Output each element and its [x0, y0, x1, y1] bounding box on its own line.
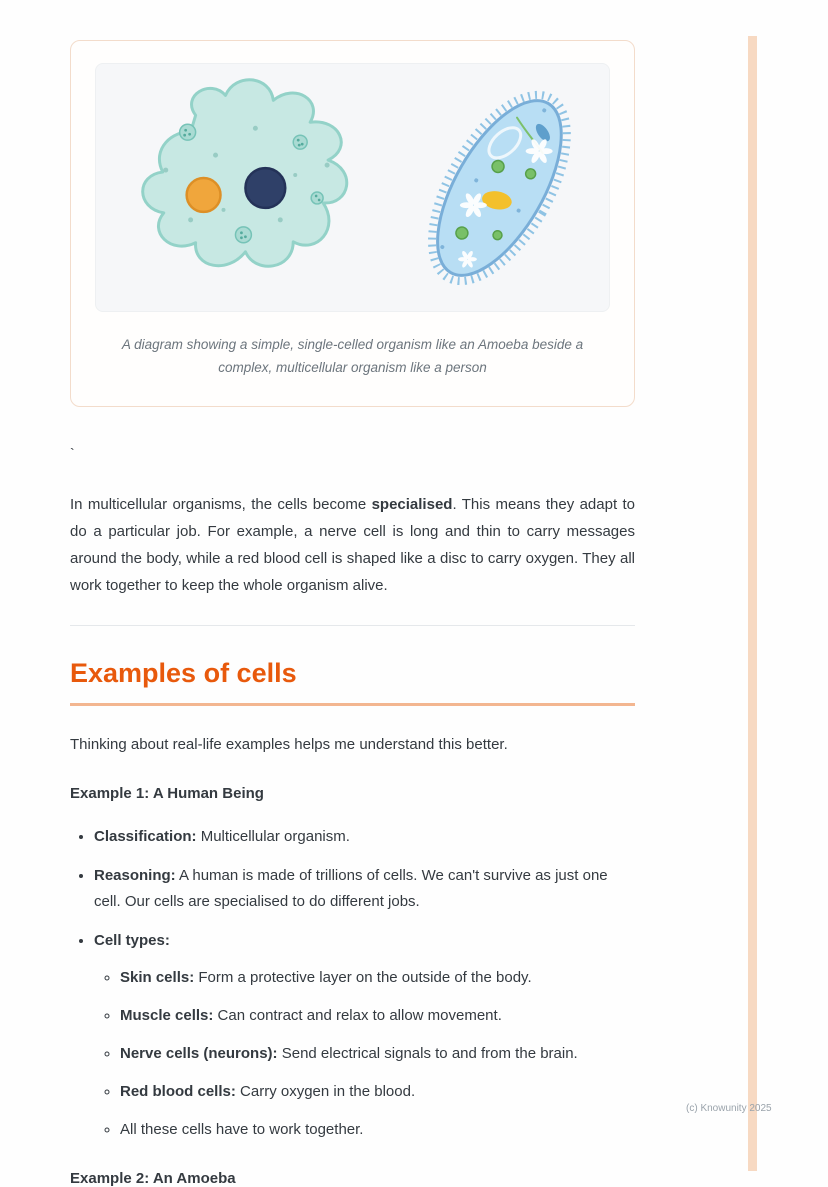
- list-item: [120, 1004, 635, 1028]
- intro-text-bold: specialised: [371, 495, 453, 513]
- example2-heading: Example 2: An Amoeba: [70, 1170, 236, 1187]
- list-item: [94, 824, 635, 850]
- bullet-text: All these cells have to work together.: [120, 1121, 364, 1139]
- bullet-text: Send electrical signals to and from the brain.: [277, 1045, 578, 1063]
- list-item: [120, 1118, 635, 1142]
- bullet-label: Red blood cells:: [120, 1083, 236, 1101]
- bullet-text: Can contract and relax to allow movement.: [213, 1007, 502, 1025]
- bullet-text: Multicellular organism.: [196, 828, 350, 846]
- copyright-note: (c) Knowunity 2025: [686, 1103, 772, 1114]
- bullet-text: A human is made of trillions of cells. We can't survive as just one cell. Our cells are specialised to do different jobs.: [94, 867, 608, 911]
- bullet-label: Muscle cells:: [120, 1007, 214, 1025]
- stray-mark: `: [70, 444, 75, 461]
- page-side-stripe: [748, 36, 757, 1171]
- paramecium-illustration: [404, 73, 594, 302]
- section-divider: [70, 625, 635, 626]
- bullet-label: Cell types:: [94, 932, 170, 950]
- intro-text-post: . This means they adapt to do a particular job. For example, a nerve cell is long and thin to carry messages around the body, while a red blood cell is shaped like a disc to carry oxygen. They all work together to keep the whole organism alive.: [70, 495, 635, 594]
- bullet-text: Form a protective layer on the outside of the body.: [194, 969, 532, 987]
- bullet-label: Nerve cells (neurons):: [120, 1045, 278, 1063]
- page-content: [70, 40, 635, 1187]
- cell-diagram-illustration: [96, 70, 609, 305]
- list-item: [120, 1080, 635, 1104]
- list-item: [94, 928, 635, 1142]
- amoeba-illustration: [143, 80, 347, 266]
- example1-list: [70, 824, 635, 1142]
- figure-caption: A diagram showing a simple, single-celled organism like an Amoeba beside a complex, multicellular organism like a person: [121, 337, 584, 375]
- bullet-label: Skin cells:: [120, 969, 195, 987]
- bullet-label: Classification:: [94, 828, 197, 846]
- section-heading: Examples of cells: [70, 658, 635, 706]
- list-item: [94, 863, 635, 915]
- list-item: [120, 1042, 635, 1066]
- bullet-label: Reasoning:: [94, 867, 176, 885]
- cell-diagram-panel: [95, 63, 610, 312]
- cell-types-list: [94, 966, 635, 1142]
- intro-paragraph: [70, 491, 635, 599]
- example1-heading: Example 1: A Human Being: [70, 785, 264, 803]
- bullet-text: Carry oxygen in the blood.: [235, 1083, 416, 1101]
- figure-card: [70, 40, 635, 407]
- list-item: [120, 966, 635, 990]
- section-lead: Thinking about real-life examples helps me understand this better.: [70, 735, 508, 753]
- intro-text-pre: In multicellular organisms, the cells become: [70, 495, 372, 513]
